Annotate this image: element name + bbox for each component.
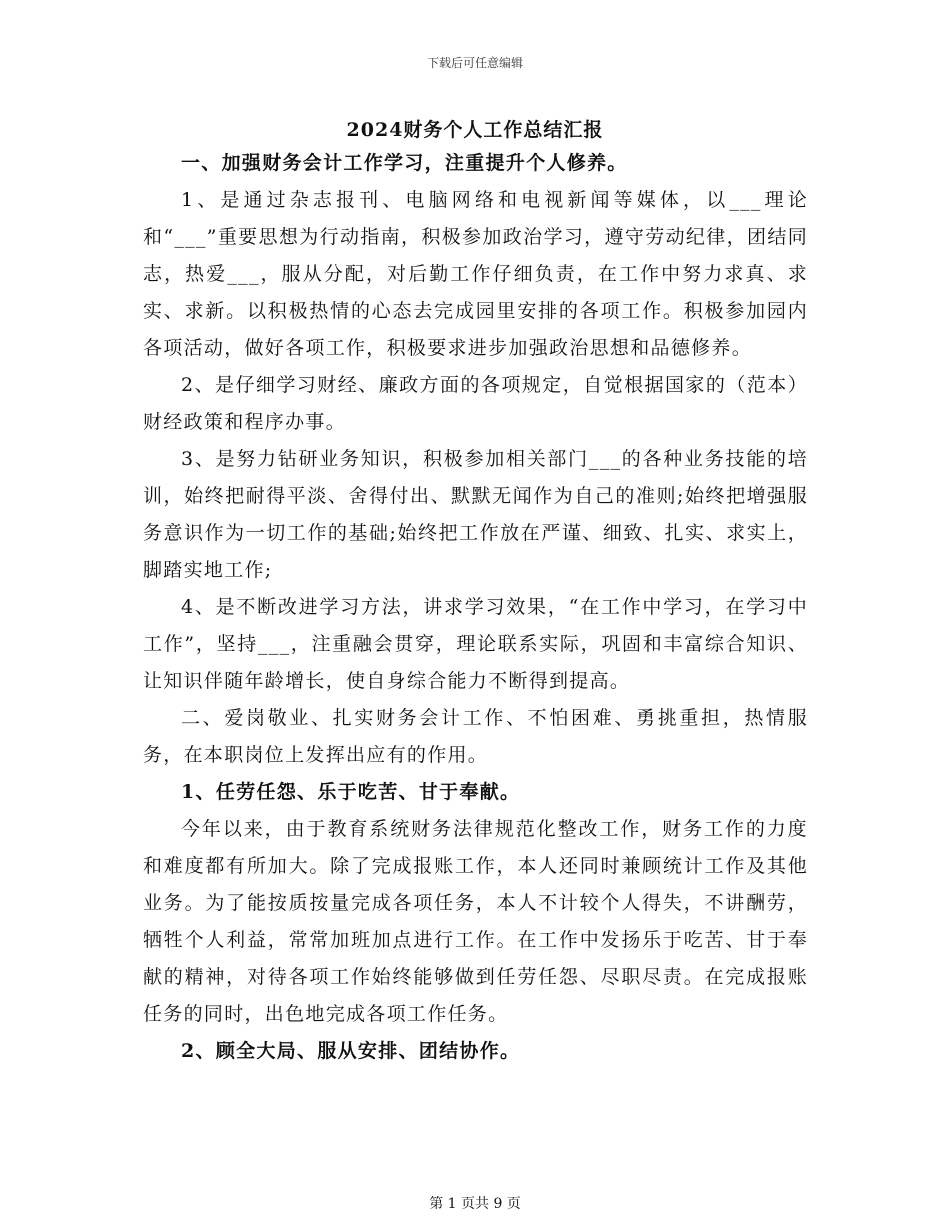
paragraph: 3、是努力钻研业务知识，积极参加相关部门___的各种业务技能的培训，始终把耐得平淡、舍得付出、默默无闻作为自己的准则;始终把增强服务意识作为一切工作的基础;始终把工作放在严谨、细致、扎实、求实上，脚踏实地工作; [143, 448, 808, 581]
subheading: 1、任劳任怨、乐于吃苦、甘于奉献。 [181, 781, 521, 803]
document-body [143, 145, 808, 1070]
paragraph: 4、是不断改进学习方法，讲求学习效果，“在工作中学习，在学习中工作”，坚持___，注重融会贯穿，理论联系实际，巩固和丰富综合知识、让知识伴随年龄增长，使自身综合能力不断得到提高。 [143, 596, 808, 692]
page-footer: 第 1 页共 9 页 [429, 1196, 521, 1212]
paragraph: 今年以来，由于教育系统财务法律规范化整改工作，财务工作的力度和难度都有所加大。除了完成报账工作，本人还同时兼顾统计工作及其他业务。为了能按质按量完成各项任务，本人不计较个人得失，不讲酬劳，牺牲个人利益，常常加班加点进行工作。在工作中发扬乐于吃苦、甘于奉献的精神，对待各项工作始终能够做到任劳任怨、尽职尽责。在完成报账任务的同时，出色地完成各项工作任务。 [143, 818, 808, 1025]
section-heading-1: 一、加强财务会计工作学习，注重提升个人修养。 [181, 152, 628, 174]
paragraph: 1、是通过杂志报刊、电脑网络和电视新闻等媒体，以___理论和“___”重要思想为行动指南，积极参加政治学习，遵守劳动纪律，团结同志，热爱___，服从分配，对后勤工作仔细负责，在工作中努力求真、求实、求新。以积极热情的心态去完成园里安排的各项工作。积极参加园内各项活动，做好各项工作，积极要求进步加强政治思想和品德修养。 [143, 189, 808, 359]
section-heading-2: 二、爱岗敬业、扎实财务会计工作、不怕困难、勇挑重担，热情服务，在本职岗位上发挥出应有的作用。 [143, 707, 808, 766]
paragraph: 2、是仔细学习财经、廉政方面的各项规定，自觉根据国家的（范本）财经政策和程序办事。 [143, 374, 808, 433]
header-note: 下载后可任意编辑 [426, 56, 523, 70]
subheading: 2、顾全大局、服从安排、团结协作。 [181, 1040, 521, 1062]
document-title: 2024财务个人工作总结汇报 [346, 119, 604, 141]
